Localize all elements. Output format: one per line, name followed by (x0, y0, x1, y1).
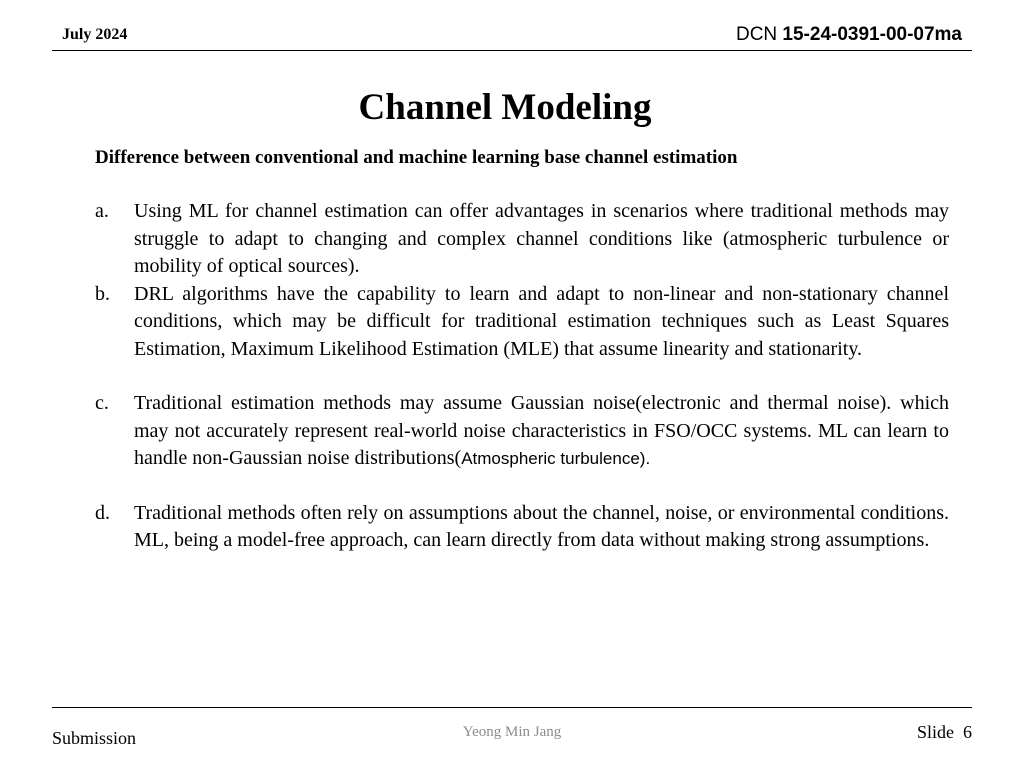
list-item-text: Traditional methods often rely on assumptions about the channel, noise, or environmental conditions. ML, being a model-free approach, can learn directly from data without making strong assumptions. (134, 501, 949, 551)
list-marker: d. (95, 501, 110, 524)
dcn-number: 15-24-0391-00-07ma (782, 24, 962, 45)
list-item-text: DRL algorithms have the capability to learn and adapt to non-linear and non-stationary channel conditions, which may be difficult for traditional estimation techniques such as Least Squares Estimation, Maximum Likelihood Estimation (MLE) that assume linearity and stationarity. (134, 282, 949, 360)
footer-submission: Submission (52, 728, 137, 748)
list-item (95, 390, 949, 473)
header-dcn (736, 24, 962, 46)
slide-number: 6 (963, 722, 972, 742)
footer-slide-number (917, 722, 972, 743)
list-item-text (134, 390, 949, 473)
list-item (95, 198, 949, 281)
bullet-list (95, 198, 949, 555)
footer-author: Yeong Min Jang (462, 724, 562, 740)
dcn-label: DCN (735, 24, 778, 45)
list-marker: b. (95, 282, 110, 305)
list-marker: c. (95, 392, 109, 414)
header-divider (52, 50, 972, 51)
footer-divider (52, 707, 972, 708)
list-item-text-sans: Atmospheric turbulence). (461, 449, 651, 468)
slide-title: Channel Modeling (358, 87, 652, 128)
slide-label: Slide (916, 722, 954, 742)
header-date: July 2024 (62, 26, 128, 43)
list-item-text-main: Traditional estimation methods may assume Gaussian noise(electronic and thermal noise). which may not accurately represent real-world noise characteristics in FSO/OCC systems. ML can learn to handle non-Gaussian noise distributions( (134, 392, 949, 469)
list-item (95, 500, 949, 555)
list-marker: a. (95, 200, 109, 222)
slide-subtitle: Difference between conventional and machine learning base channel estimation (95, 147, 738, 168)
list-item-text: Using ML for channel estimation can offer advantages in scenarios where traditional methods may struggle to adapt to changing and complex channel conditions like (atmospheric turbulence or mobility of optical sources). (134, 200, 949, 277)
list-item (95, 281, 949, 364)
